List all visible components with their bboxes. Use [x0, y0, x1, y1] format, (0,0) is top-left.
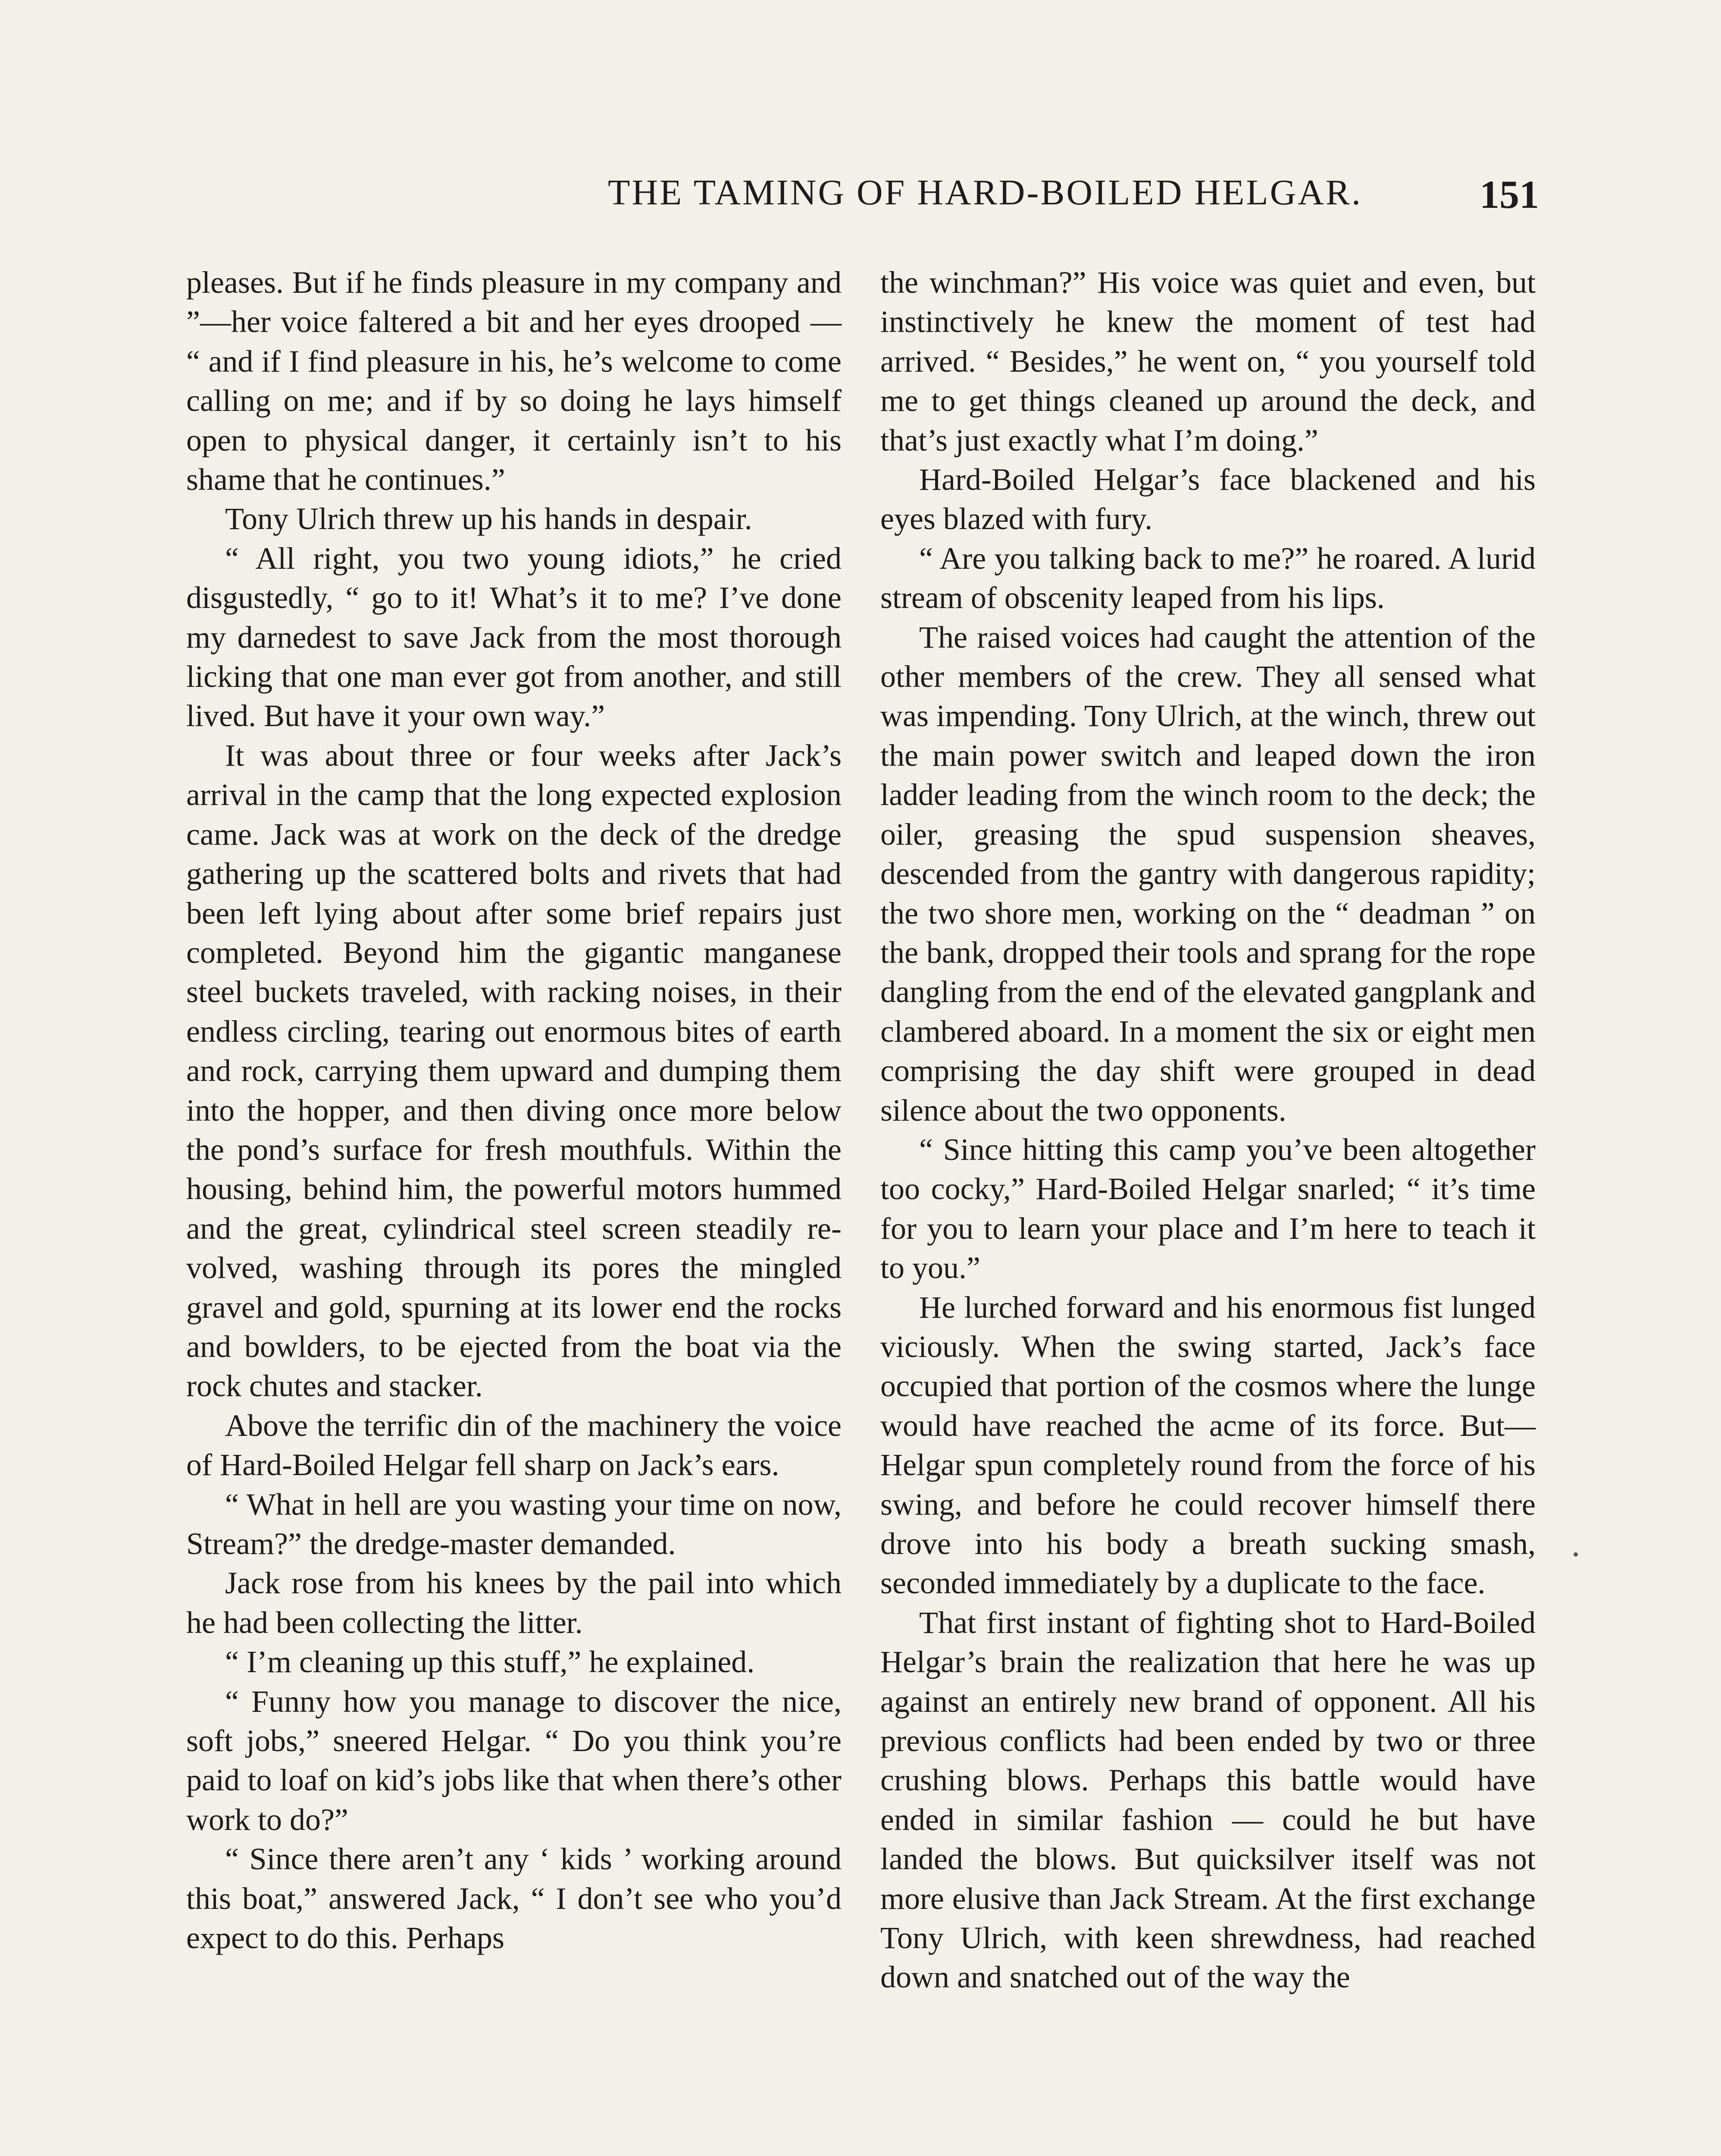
paragraph: Tony Ulrich threw up his hands in despair.: [225, 501, 752, 536]
running-title: THE TAMING OF HARD-BOILED HELGAR.: [608, 172, 1362, 213]
paragraph: He lurched forward and his enormous fist lunged viciously. When the swing started, Jack’s face occupied that portion of the cosmos where the lunge would have reached the acme of its force. But—Helgar spun completely round from the force of his swing, and before he could recover himself there drove into his body a breath sucking smash, seconded immediately by a duplicate to the face.: [880, 1290, 1536, 1601]
paragraph: The raised voices had caught the attention of the other members of the crew. They all sensed what was impending. Tony Ulrich, at the winch, threw out the main power switch and leaped down the iron ladder leading from the winch room to the deck; the oiler, greasing the spud suspension sheaves, descended from the gantry with dangerous rapidity; the two shore men, working on the “ deadman ” on the bank, dropped their tools and sprang for the rope dangling from the end of the elevated gangplank and clambered aboard. In a moment the six or eight men comprising the day shift were grouped in dead silence about the two opponents.: [880, 620, 1536, 1128]
right-column: [880, 263, 1536, 1997]
paragraph: “ Funny how you manage to discover the nice, soft jobs,” sneered Helgar. “ Do you think you’re paid to loaf on kid’s jobs like that when there’s other work to do?”: [186, 1684, 842, 1837]
paragraph: Hard-Boiled Helgar’s face blackened and his eyes blazed with fury.: [880, 462, 1536, 536]
paragraph: “ All right, you two young idiots,” he cried disgustedly, “ go to it! What’s it to me? I’ve done my darnedest to save Jack from the most thorough licking that one man ever got from another, and still lived. But have it your own way.”: [186, 541, 842, 733]
paragraph: “ What in hell are you wasting your time on now, Stream?” the dredge-master demanded.: [186, 1487, 842, 1561]
paragraph: “ Since hitting this camp you’ve been altogether too cocky,” Hard-Boiled Helgar snarled; “ it’s time for you to learn your place and I’m here to teach it to you.”: [880, 1132, 1536, 1285]
paragraph: It was about three or four weeks after Jack’s arrival in the camp that the long expected explosion came. Jack was at work on the deck of the dredge gathering up the scattered bolts and rivets that had been left lying about after some brief repairs just completed. Beyond him the gigantic manganese steel buckets traveled, with racking noises, in their endless circling, tearing out enormous bites of earth and rock, carrying them upward and dumping them into the hopper, and then diving once more below the pond’s surface for fresh mouthfuls. Within the housing, behind him, the powerful motors hummed and the great, cylindrical steel screen steadily revolved, washing through its pores the mingled gravel and gold, spurning at its lower end the rocks and bowlders, to be ejected from the boat via the rock chutes and stacker.: [186, 738, 842, 1404]
paragraph: the winchman?” His voice was quiet and even, but instinctively he knew the moment of test had arrived. “ Besides,” he went on, “ you yourself told me to get things cleaned up around the deck, and that’s just exactly what I’m doing.”: [880, 265, 1536, 458]
paragraph: “ I’m cleaning up this stuff,” he explained.: [225, 1645, 755, 1680]
paragraph: “ Since there aren’t any ‘ kids ’ working around this boat,” answered Jack, “ I don’t see who you’d expect to do this. Perhaps: [186, 1842, 842, 1955]
print-speck: [1574, 1552, 1578, 1557]
paragraph: pleases. But if he finds pleasure in my company and ”—her voice faltered a bit and her eyes drooped — “ and if I find pleasure in his, he’s welcome to come calling on me; and if by so doing he lays himself open to physical danger, it certainly isn’t to his shame that he continues.”: [186, 265, 842, 497]
left-column: [186, 263, 842, 1958]
paragraph: Jack rose from his knees by the pail into which he had been collecting the litter.: [186, 1566, 842, 1640]
page-number: 151: [1480, 172, 1539, 216]
paragraph: That first instant of fighting shot to Hard-Boiled Helgar’s brain the realization that here he was up against an entirely new brand of opponent. All his previous conflicts had been ended by two or three crushing blows. Perhaps this battle would have ended in similar fashion — could he but have landed the blows. But quicksilver itself was not more elusive than Jack Stream. At the first exchange Tony Ulrich, with keen shrewdness, had reached down and snatched out of the way the: [880, 1605, 1536, 1995]
paragraph: Above the terrific din of the machinery the voice of Hard-Boiled Helgar fell sharp on Jack’s ears.: [186, 1408, 842, 1482]
paragraph: “ Are you talking back to me?” he roared. A lurid stream of obscenity leaped from his lips.: [880, 541, 1536, 615]
